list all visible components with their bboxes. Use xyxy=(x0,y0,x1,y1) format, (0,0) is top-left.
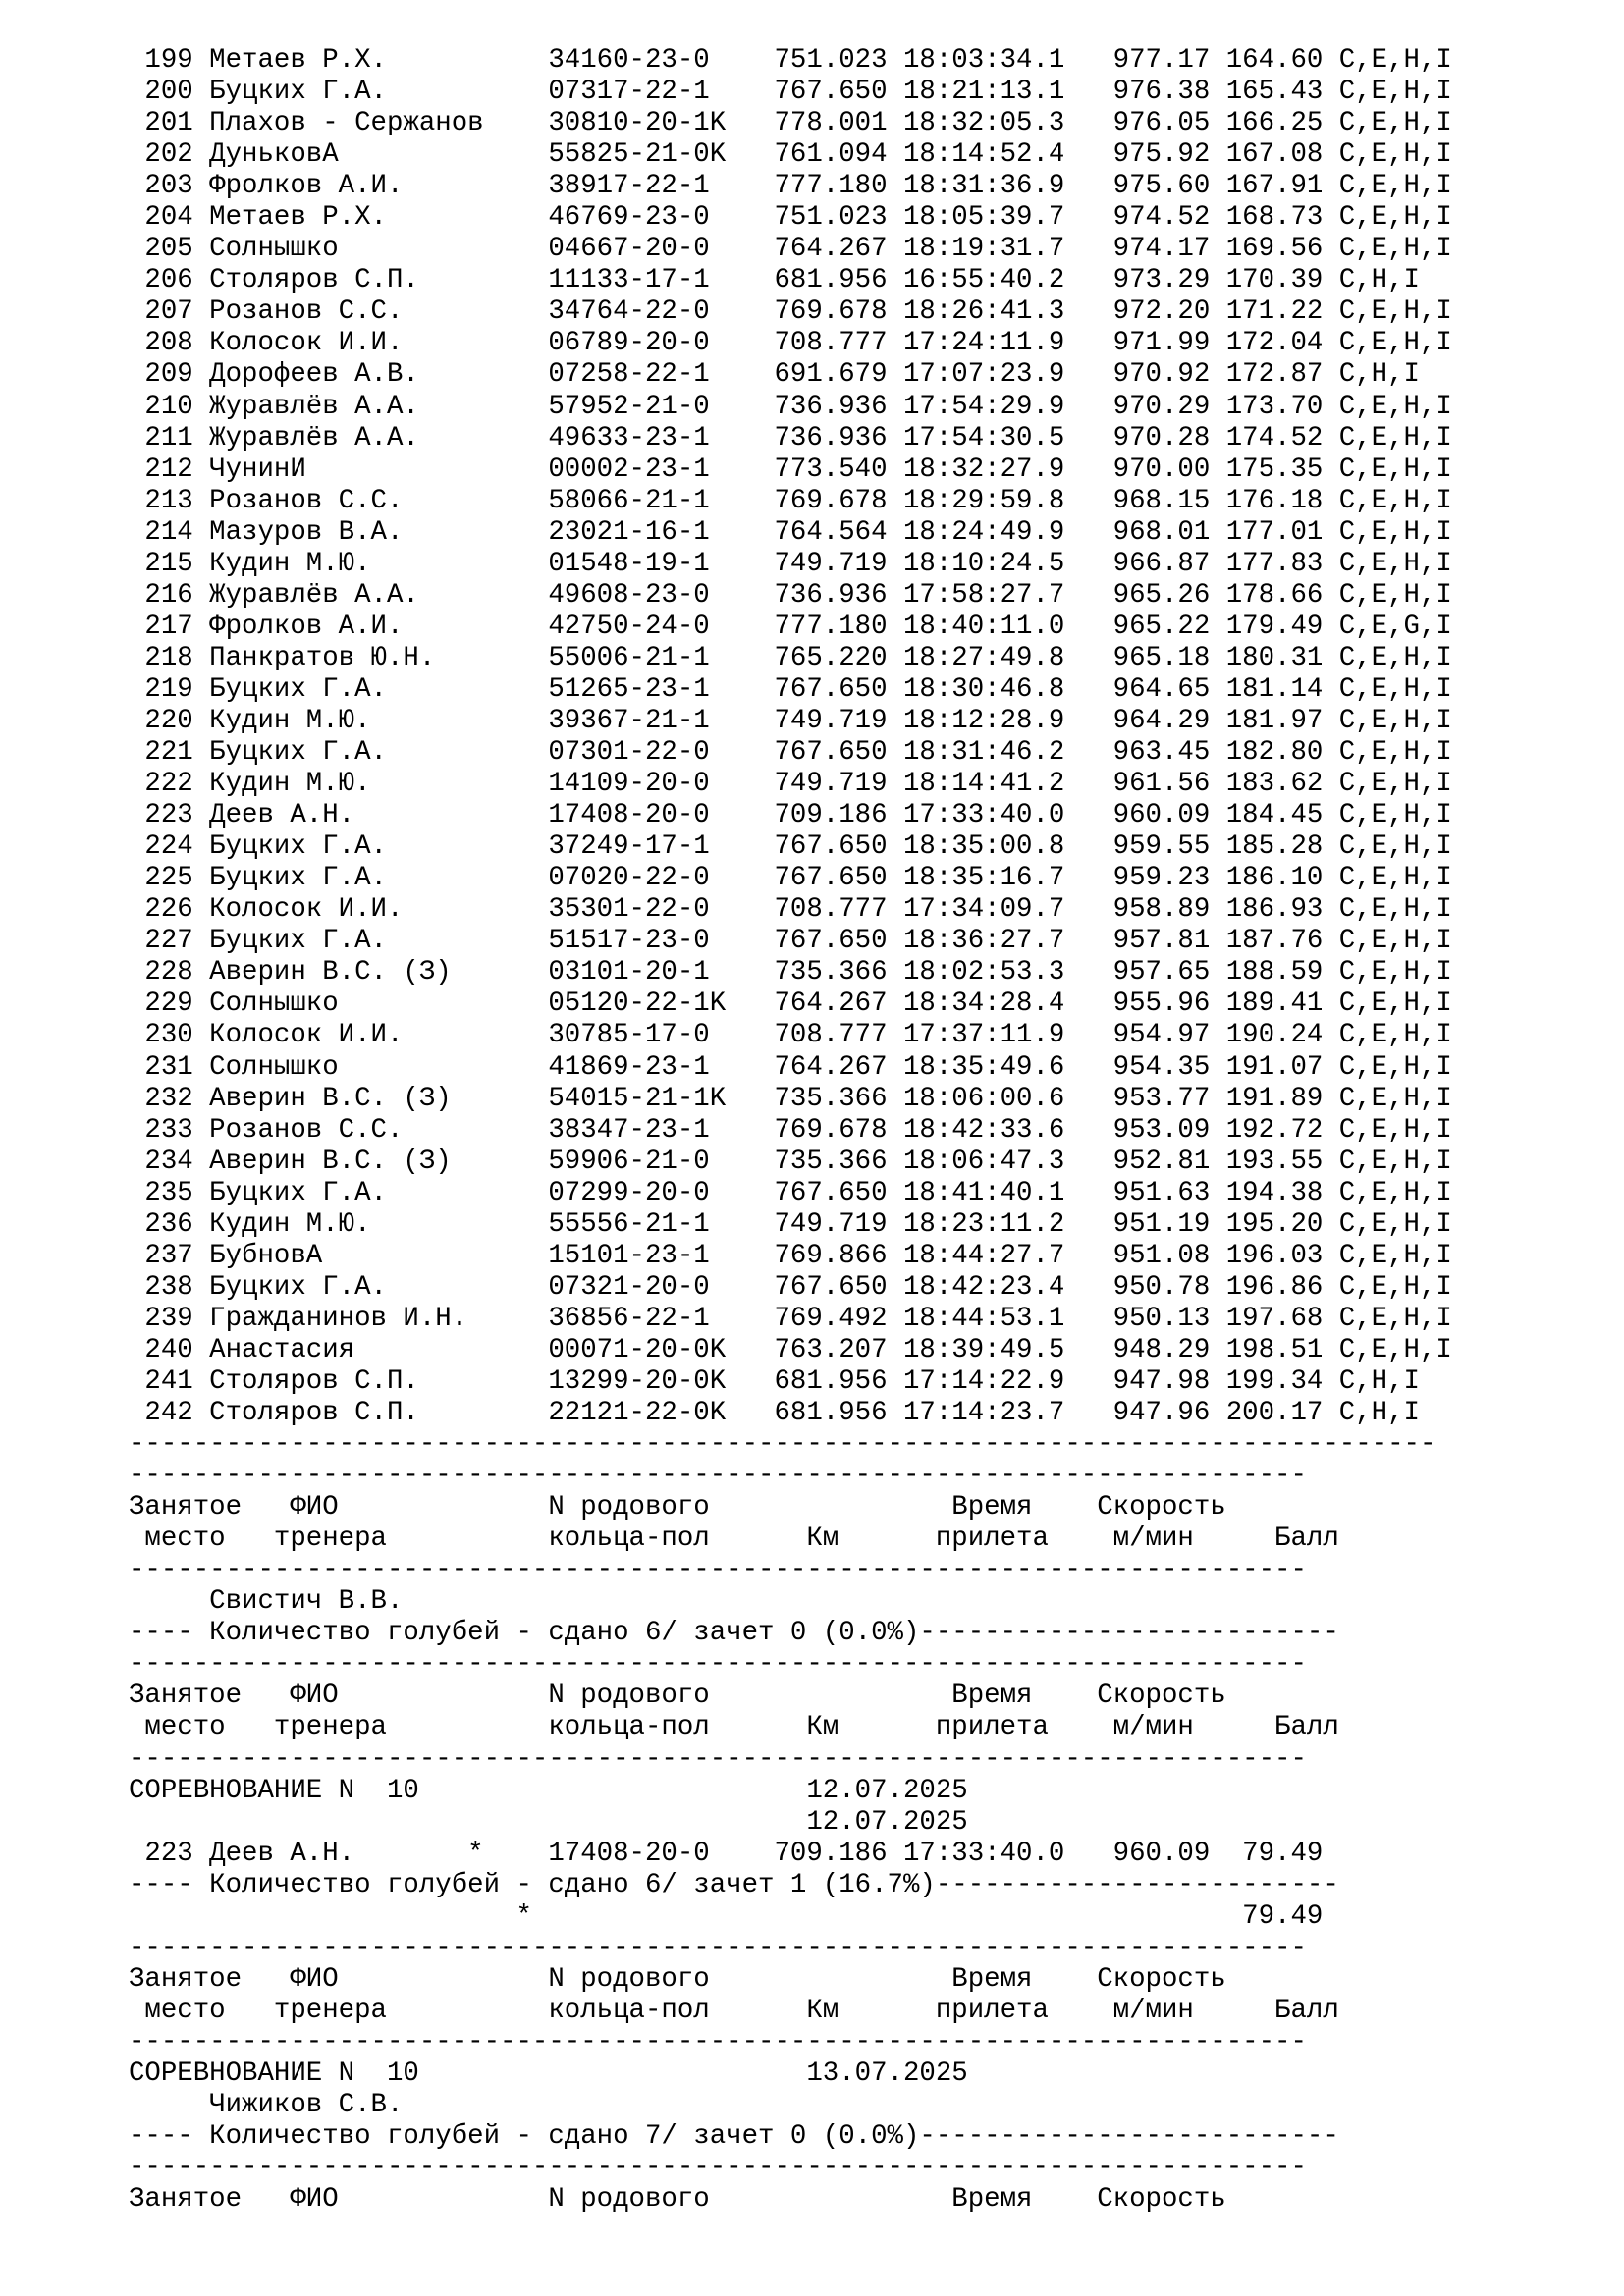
results-table-row: 212 ЧунинИ 00002-23-1 773.540 18:32:27.9 970.00 175.35 C,E,H,I xyxy=(129,454,1452,485)
results-table-row: 218 Панкратов Ю.Н. 55006-21-1 765.220 18:27:49.8 965.18 180.31 C,E,H,I xyxy=(129,642,1452,673)
results-table-row: 227 Буцких Г.А. 51517-23-0 767.650 18:36:27.7 957.81 187.76 C,E,H,I xyxy=(129,926,1452,957)
results-table-row: 222 Кудин М.Ю. 14109-20-0 749.719 18:14:41.2 961.56 183.62 C,E,H,I xyxy=(129,769,1452,800)
table-header-line-1: Занятое ФИО N родового Время Скорость xyxy=(129,2184,1226,2216)
results-table-row: 232 Аверин В.С. (З) 54015-21-1K 735.366 18:06:00.6 953.77 191.89 C,E,H,I xyxy=(129,1083,1452,1114)
results-table-row: 207 Розанов С.С. 34764-22-0 769.678 18:26:41.3 972.20 171.22 C,E,H,I xyxy=(129,296,1452,328)
results-table-row: 200 Буцких Г.А. 07317-22-1 767.650 18:21:13.1 976.38 165.43 C,E,H,I xyxy=(129,77,1452,108)
table-header-line-2: место тренера кольца-пол Км прилета м/мин Балл xyxy=(129,1523,1339,1555)
results-document xyxy=(129,45,1452,2216)
results-table-row: 237 БубновА 15101-23-1 769.866 18:44:27.7 951.08 196.03 C,E,H,I xyxy=(129,1240,1452,1271)
pigeon-count-line: ---- Количество голубей - сдано 6/ зачет 0 (0.0%)-------------------------- xyxy=(129,1618,1339,1649)
results-table-row: 242 Столяров С.П. 22121-22-0K 681.956 17:14:23.7 947.96 200.17 C,H,I xyxy=(129,1398,1420,1429)
table-header-line-1: Занятое ФИО N родового Время Скорость xyxy=(129,1492,1226,1523)
results-table-row: 204 Метаев Р.Х. 46769-23-0 751.023 18:05:39.7 974.52 168.73 C,E,H,I xyxy=(129,202,1452,234)
results-table-row: 208 Колосок И.И. 06789-20-0 708.777 17:24:11.9 971.99 172.04 C,E,H,I xyxy=(129,328,1452,359)
results-table-row: 201 Плахов - Сержанов 30810-20-1K 778.001 18:32:05.3 976.05 166.25 C,E,H,I xyxy=(129,108,1452,139)
results-table-row: 238 Буцких Г.А. 07321-20-0 767.650 18:42:23.4 950.78 196.86 C,E,H,I xyxy=(129,1271,1452,1303)
results-table-row: 225 Буцких Г.А. 07020-22-0 767.650 18:35:16.7 959.23 186.10 C,E,H,I xyxy=(129,863,1452,894)
results-table-row: 202 ДуньковА 55825-21-0K 761.094 18:14:52.4 975.92 167.08 C,E,H,I xyxy=(129,139,1452,171)
pigeon-count-line: ---- Количество голубей - сдано 7/ зачет 0 (0.0%)-------------------------- xyxy=(129,2121,1339,2153)
separator-short: ------------------------------------------------------------------------- xyxy=(129,1555,1307,1586)
separator-short: ------------------------------------------------------------------------- xyxy=(129,1743,1307,1775)
results-table-row: 228 Аверин В.С. (З) 03101-20-1 735.366 18:02:53.3 957.65 188.59 C,E,H,I xyxy=(129,957,1452,988)
results-table-row: 234 Аверин В.С. (З) 59906-21-0 735.366 18:06:47.3 952.81 193.55 C,E,H,I xyxy=(129,1146,1452,1177)
separator-short: ------------------------------------------------------------------------- xyxy=(129,1932,1307,1963)
competition-title-line: СОРЕВНОВАНИЕ N 10 13.07.2025 xyxy=(129,2058,968,2089)
results-table-row: 230 Колосок И.И. 30785-17-0 708.777 17:37:11.9 954.97 190.24 C,E,H,I xyxy=(129,1020,1452,1051)
results-table-row: 224 Буцких Г.А. 37249-17-1 767.650 18:35:00.8 959.55 185.28 C,E,H,I xyxy=(129,831,1452,863)
results-table-row: 235 Буцких Г.А. 07299-20-0 767.650 18:41:40.1 951.63 194.38 C,E,H,I xyxy=(129,1177,1452,1208)
results-table-row: 213 Розанов С.С. 58066-21-1 769.678 18:29:59.8 968.15 176.18 C,E,H,I xyxy=(129,485,1452,516)
separator-short: ------------------------------------------------------------------------- xyxy=(129,1461,1307,1492)
results-table-row: 223 Деев А.Н. 17408-20-0 709.186 17:33:40.0 960.09 184.45 C,E,H,I xyxy=(129,800,1452,831)
results-table-row: 216 Журавлёв А.А. 49608-23-0 736.936 17:58:27.7 965.26 178.66 C,E,H,I xyxy=(129,579,1452,611)
results-table-row: 211 Журавлёв А.А. 49633-23-1 736.936 17:54:30.5 970.28 174.52 C,E,H,I xyxy=(129,422,1452,454)
competition-date-line: 12.07.2025 xyxy=(129,1806,968,1838)
results-table-row: 217 Фролков А.И. 42750-24-0 777.180 18:40:11.0 965.22 179.49 C,E,G,I xyxy=(129,611,1452,642)
trainer-name-line: Свистич В.В. xyxy=(129,1586,404,1618)
competition-result-row: 223 Деев А.Н. * 17408-20-0 709.186 17:33:40.0 960.09 79.49 xyxy=(129,1838,1324,1869)
table-header-line-2: место тренера кольца-пол Км прилета м/мин Балл xyxy=(129,1712,1339,1743)
results-table-row: 209 Дорофеев А.В. 07258-22-1 691.679 17:07:23.9 970.92 172.87 C,H,I xyxy=(129,359,1420,391)
results-table-row: 236 Кудин М.Ю. 55556-21-1 749.719 18:23:11.2 951.19 195.20 C,E,H,I xyxy=(129,1208,1452,1240)
results-table-row: 239 Гражданинов И.Н. 36856-22-1 769.492 18:44:53.1 950.13 197.68 C,E,H,I xyxy=(129,1303,1452,1334)
separator-short: ------------------------------------------------------------------------- xyxy=(129,1649,1307,1681)
results-table-row: 214 Мазуров В.А. 23021-16-1 764.564 18:24:49.9 968.01 177.01 C,E,H,I xyxy=(129,516,1452,548)
separator-short: ------------------------------------------------------------------------- xyxy=(129,2153,1307,2184)
separator-short: ------------------------------------------------------------------------- xyxy=(129,2026,1307,2057)
results-table-row: 231 Солнышко 41869-23-1 764.267 18:35:49.6 954.35 191.07 C,E,H,I xyxy=(129,1051,1452,1083)
results-table-row: 220 Кудин М.Ю. 39367-21-1 749.719 18:12:28.9 964.29 181.97 C,E,H,I xyxy=(129,705,1452,736)
results-table-row: 240 Анастасия 00071-20-0K 763.207 18:39:49.5 948.29 198.51 C,E,H,I xyxy=(129,1334,1452,1365)
results-table-row: 219 Буцких Г.А. 51265-23-1 767.650 18:30:46.8 964.65 181.14 C,E,H,I xyxy=(129,673,1452,705)
results-table-row: 229 Солнышко 05120-22-1K 764.267 18:34:28.4 955.96 189.41 C,E,H,I xyxy=(129,988,1452,1020)
results-table-row: 206 Столяров С.П. 11133-17-1 681.956 16:55:40.2 973.29 170.39 C,H,I xyxy=(129,265,1420,296)
pigeon-count-line: ---- Количество голубей - сдано 6/ зачет 1 (16.7%)------------------------- xyxy=(129,1869,1339,1900)
separator-long: --------------------------------------------------------------------------------- xyxy=(129,1429,1436,1461)
competition-title-line: СОРЕВНОВАНИЕ N 10 12.07.2025 xyxy=(129,1775,968,1806)
results-table-row: 241 Столяров С.П. 13299-20-0K 681.956 17:14:22.9 947.98 199.34 C,H,I xyxy=(129,1365,1420,1397)
results-table-row: 203 Фролков А.И. 38917-22-1 777.180 18:31:36.9 975.60 167.91 C,E,H,I xyxy=(129,171,1452,202)
trainer-name-line: Чижиков С.В. xyxy=(129,2090,404,2121)
table-header-line-2: место тренера кольца-пол Км прилета м/мин Балл xyxy=(129,1995,1339,2026)
results-table-row: 215 Кудин М.Ю. 01548-19-1 749.719 18:10:24.5 966.87 177.83 C,E,H,I xyxy=(129,548,1452,579)
results-table-row: 221 Буцких Г.А. 07301-22-0 767.650 18:31:46.2 963.45 182.80 C,E,H,I xyxy=(129,737,1452,769)
table-header-line-1: Занятое ФИО N родового Время Скорость xyxy=(129,1963,1226,1995)
results-table-row: 199 Метаев Р.Х. 34160-23-0 751.023 18:03:34.1 977.17 164.60 C,E,H,I xyxy=(129,45,1452,76)
results-table-row: 210 Журавлёв А.А. 57952-21-0 736.936 17:54:29.9 970.29 173.70 C,E,H,I xyxy=(129,391,1452,422)
table-header-line-1: Занятое ФИО N родового Время Скорость xyxy=(129,1681,1226,1712)
competition-total-line: * 79.49 xyxy=(129,1900,1324,1932)
results-table-row: 205 Солнышко 04667-20-0 764.267 18:19:31.7 974.17 169.56 C,E,H,I xyxy=(129,234,1452,265)
results-table-row: 226 Колосок И.И. 35301-22-0 708.777 17:34:09.7 958.89 186.93 C,E,H,I xyxy=(129,894,1452,926)
results-table-row: 233 Розанов С.С. 38347-23-1 769.678 18:42:33.6 953.09 192.72 C,E,H,I xyxy=(129,1114,1452,1146)
